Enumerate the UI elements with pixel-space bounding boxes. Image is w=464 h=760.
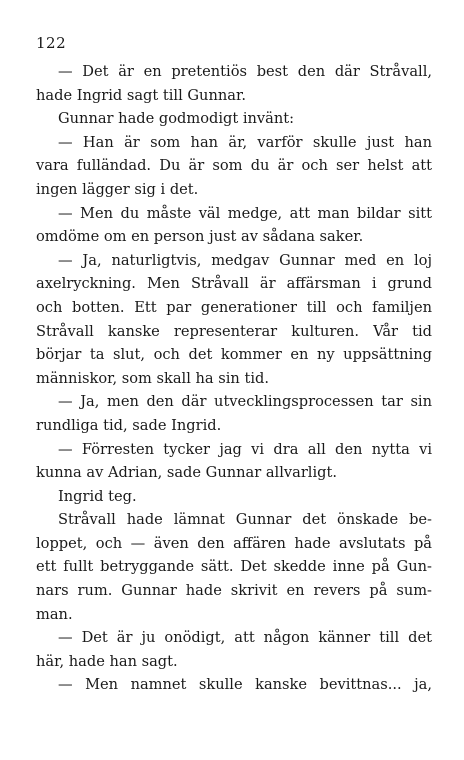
text-line: rundliga tid, sade Ingrid. <box>36 416 222 434</box>
page-number: 122 <box>36 34 67 52</box>
text-line: ingen lägger sig i det. <box>36 180 199 198</box>
text-line: Stråvall kanske representerar kulturen. Vår tid <box>36 322 432 340</box>
text-line: hade Ingrid sagt till Gunnar. <box>36 86 246 104</box>
text-line: loppet, och — även den affären hade avslutats på <box>36 534 432 552</box>
text-line: ett fullt betryggande sätt. Det skedde inne på Gun- <box>36 558 432 576</box>
text-line: vara fulländad. Du är som du är och ser helst att <box>36 157 432 175</box>
text-line: — Förresten tycker jag vi dra all den nytta vi <box>58 440 432 458</box>
text-line: Stråvall hade lämnat Gunnar det önskade be- <box>58 511 432 529</box>
text-line: — Han är som han är, varför skulle just han <box>58 133 432 151</box>
text-line: man. <box>36 605 73 623</box>
text-line: här, hade han sagt. <box>36 652 178 670</box>
body-text <box>36 60 432 697</box>
text-line: — Ja, naturligtvis, medgav Gunnar med en loj <box>58 251 432 269</box>
text-line: börjar ta slut, och det kommer en ny uppsättning <box>36 346 432 364</box>
text-line: nars rum. Gunnar hade skrivit en revers på sum- <box>36 582 432 600</box>
text-line: omdöme om en person just av sådana saker. <box>36 228 364 246</box>
text-line: — Det är ju onödigt, att någon känner till det <box>58 629 432 647</box>
text-line: Gunnar hade godmodigt invänt: <box>58 110 295 128</box>
text-line: och botten. Ett par generationer till och familjen <box>36 298 432 316</box>
text-line: — Men namnet skulle kanske bevittnas... ja, <box>58 676 432 694</box>
text-line: — Ja, men den där utvecklingsprocessen tar sin <box>58 393 432 411</box>
text-line: axelryckning. Men Stråvall är affärsman i grund <box>36 275 432 293</box>
text-line: Ingrid teg. <box>58 487 137 505</box>
text-line: människor, som skall ha sin tid. <box>36 369 269 387</box>
text-line: — Men du måste väl medge, att man bildar sitt <box>58 204 432 222</box>
text-line: kunna av Adrian, sade Gunnar allvarligt. <box>36 464 337 482</box>
text-line: — Det är en pretentiös best den där Stråvall, <box>58 63 432 80</box>
